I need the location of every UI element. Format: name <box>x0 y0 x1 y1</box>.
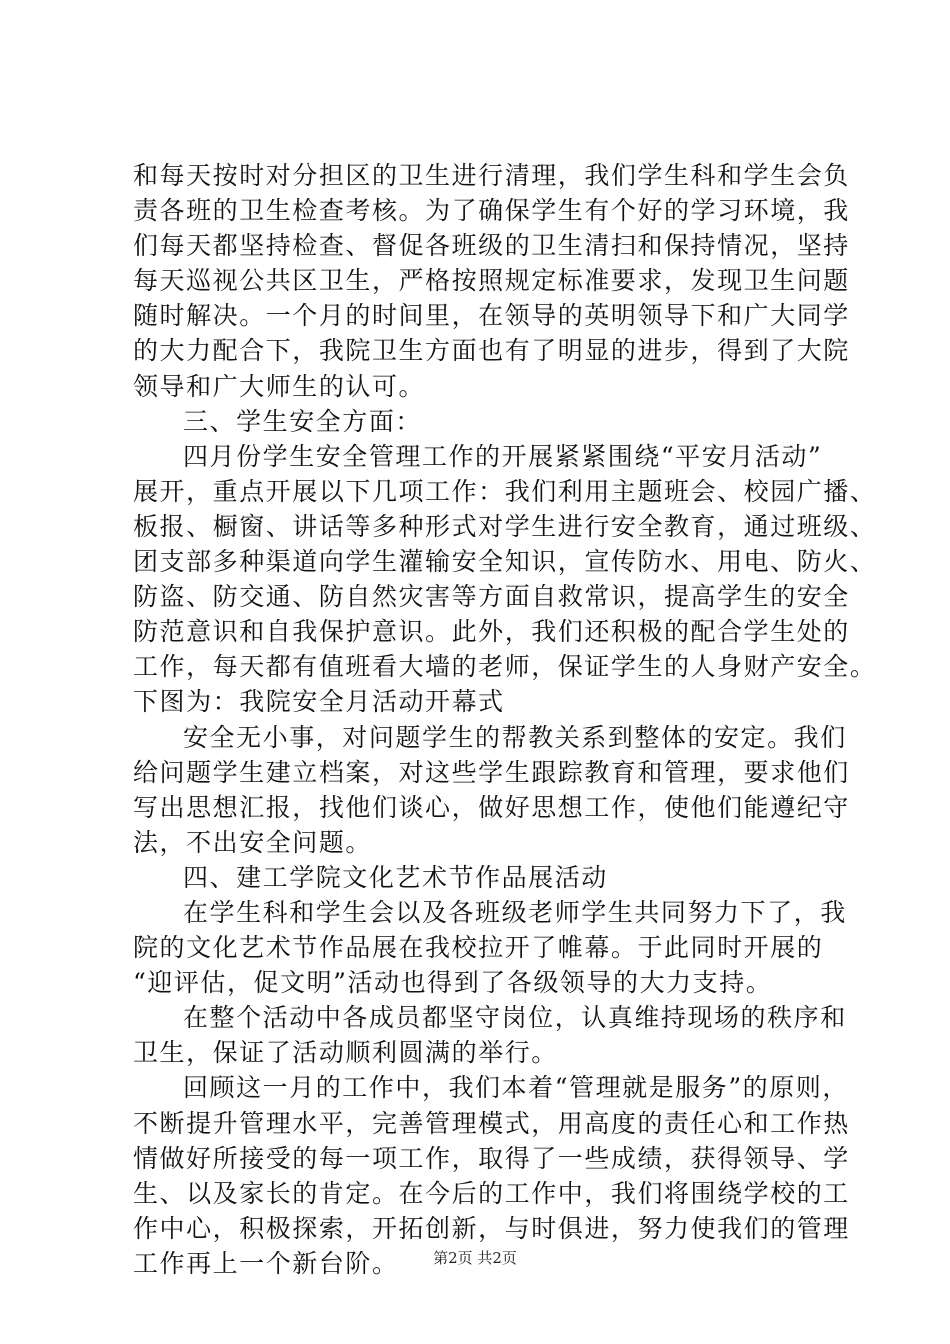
text-line: 下图为：我院安全月活动开幕式 <box>133 687 505 717</box>
text-line: 生、以及家长的肯定。在今后的工作中，我们将围绕学校的工 <box>133 1178 850 1208</box>
page-footer: 第2页 共2页 <box>433 1249 517 1267</box>
text-line: 工作再上一个新台阶。 <box>133 1248 399 1278</box>
text-line: 工作，每天都有值班看大墙的老师，保证学生的人身财产安全。 <box>133 652 877 682</box>
text-line: “迎评估，促文明”活动也得到了各级领导的大力支持。 <box>133 968 773 998</box>
text-line: 领导和广大师生的认可。 <box>133 371 426 401</box>
text-line: 责各班的卫生检查考核。为了确保学生有个好的学习环境，我 <box>133 196 850 226</box>
text-line: 在学生科和学生会以及各班级老师学生共同努力下了，我 <box>183 897 847 927</box>
text-line: 三、学生安全方面： <box>183 406 422 436</box>
text-line: 卫生，保证了活动顺利圆满的举行。 <box>133 1038 558 1068</box>
text-line: 作中心，积极探索，开拓创新，与时俱进，努力使我们的管理 <box>133 1213 850 1243</box>
text-line: 四月份学生安全管理工作的开展紧紧围绕“平安月活动” <box>183 441 823 471</box>
text-line: 展开，重点开展以下几项工作：我们利用主题班会、校园广播、 <box>133 476 877 506</box>
text-line: 院的文化艺术节作品展在我校拉开了帷幕。于此同时开展的 <box>133 933 824 963</box>
text-line: 防范意识和自我保护意识。此外，我们还积极的配合学生处的 <box>133 617 850 647</box>
text-line: 每天巡视公共区卫生，严格按照规定标准要求，发现卫生问题 <box>133 266 850 296</box>
text-line: 写出思想汇报，找他们谈心，做好思想工作，使他们能遵纪守 <box>133 792 850 822</box>
text-line: 给问题学生建立档案，对这些学生跟踪教育和管理，要求他们 <box>133 757 850 787</box>
text-line: 板报、橱窗、讲话等多种形式对学生进行安全教育，通过班级、 <box>133 511 877 541</box>
text-line: 随时解决。一个月的时间里，在领导的英明领导下和广大同学 <box>133 301 850 331</box>
text-line: 和每天按时对分担区的卫生进行清理，我们学生科和学生会负 <box>133 161 850 190</box>
text-line: 四、建工学院文化艺术节作品展活动 <box>183 862 608 892</box>
text-line: 情做好所接受的每一项工作，取得了一些成绩，获得领导、学 <box>133 1143 850 1173</box>
text-line: 防盗、防交通、防自然灾害等方面自救常识，提高学生的安全 <box>133 582 850 612</box>
document-body <box>133 158 877 1281</box>
text-line: 们每天都坚持检查、督促各班级的卫生清扫和保持情况，坚持 <box>133 231 850 261</box>
text-line: 安全无小事，对问题学生的帮教关系到整体的安定。我们 <box>183 722 847 752</box>
text-line: 在整个活动中各成员都坚守岗位，认真维持现场的秩序和 <box>183 1003 847 1033</box>
text-line: 法，不出安全问题。 <box>133 827 372 857</box>
text-line: 的大力配合下，我院卫生方面也有了明显的进步，得到了大院 <box>133 336 850 366</box>
text-line: 团支部多种渠道向学生灌输安全知识，宣传防水、用电、防火、 <box>133 547 877 577</box>
text-line: 回顾这一月的工作中，我们本着“管理就是服务”的原则， <box>183 1073 849 1103</box>
text-line: 不断提升管理水平，完善管理模式，用高度的责任心和工作热 <box>133 1108 850 1138</box>
